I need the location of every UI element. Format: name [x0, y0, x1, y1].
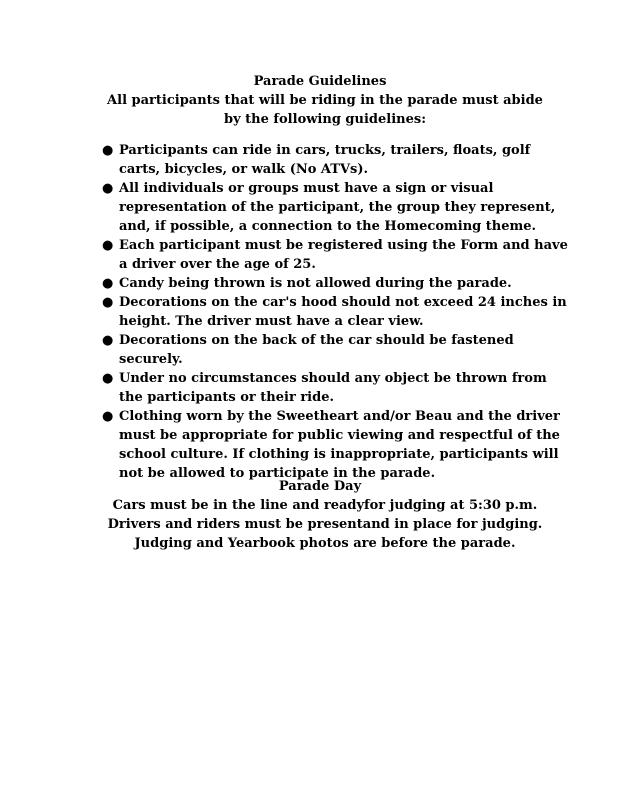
guideline-text: Decorations on the car's hood should not exceed 24 inches in height. The driver must have a clear view.: [119, 295, 567, 329]
guideline-text: Each participant must be registered using the Form and have a driver over the age of 25.: [119, 238, 568, 272]
guideline-item: [100, 369, 570, 407]
guideline-item: [100, 293, 570, 331]
guideline-text: Under no circumstances should any object be thrown from the participants or their ride.: [119, 371, 547, 405]
guideline-item: [100, 407, 570, 483]
guideline-item: [100, 236, 570, 274]
guideline-text: Clothing worn by the Sweetheart and/or Beau and the driver must be appropriate for public viewing and respectful of the school culture. If clothing is inappropriate, participants will not be allowed to participate in the parade.: [119, 409, 560, 481]
document-title: Parade Guidelines: [253, 74, 387, 89]
bullet-icon: ●: [102, 276, 114, 291]
bullet-icon: ●: [102, 143, 114, 158]
guideline-text: Participants can ride in cars, trucks, trailers, floats, golf carts, bicycles, or walk (No ATVs).: [119, 143, 531, 177]
guideline-item: [100, 179, 570, 236]
parade-day-title: Parade Day: [278, 479, 362, 494]
bullet-icon: ●: [102, 333, 114, 348]
bullet-icon: ●: [102, 371, 114, 386]
guideline-text: All individuals or groups must have a sign or visual representation of the participant, the group they represent, and, if possible, a connection to the Homecoming theme.: [119, 181, 556, 234]
guidelines-list: [100, 141, 570, 483]
parade-day-line: Cars must be in the line and readyfor judging at 5:30 p.m. Drivers and riders must be presentand in place for judging.: [107, 498, 543, 532]
parade-day-text: [90, 496, 560, 553]
guideline-item: [100, 274, 570, 293]
bullet-icon: ●: [102, 238, 114, 253]
intro-text: All participants that will be riding in the parade must abide by the following guidelines:: [107, 93, 543, 127]
bullet-icon: ●: [102, 181, 114, 196]
guideline-item: [100, 331, 570, 369]
bullet-icon: ●: [102, 295, 114, 310]
parade-day-line: Judging and Yearbook photos are before the parade.: [134, 536, 516, 551]
guideline-text: Decorations on the back of the car should be fastened securely.: [119, 333, 514, 367]
guideline-item: [100, 141, 570, 179]
guideline-text: Candy being thrown is not allowed during the parade.: [119, 276, 512, 291]
bullet-icon: ●: [102, 409, 114, 424]
